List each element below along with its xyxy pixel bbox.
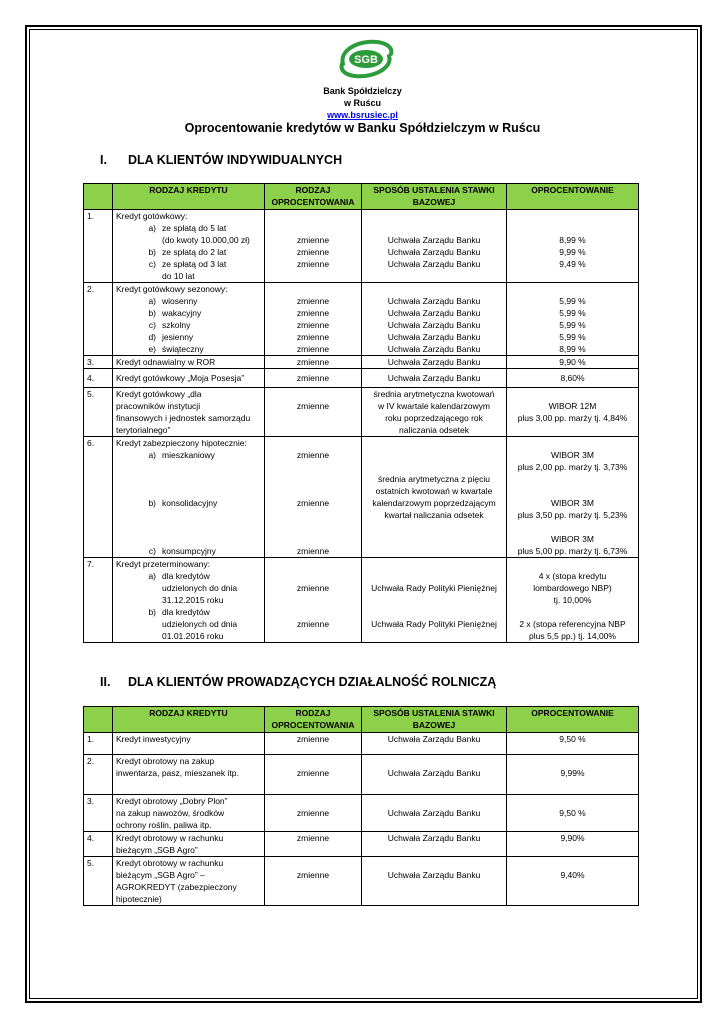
rate-type-cell: zmienne <box>265 356 362 369</box>
rate-type-cell: zmienne zmienne zmienne zmienne zmienne <box>265 283 362 356</box>
section2-title: DLA KLIENTÓW PROWADZĄCYCH DZIAŁALNOŚĆ ROLNICZĄ <box>128 675 497 689</box>
row-number: 2. <box>84 283 113 356</box>
svg-text:SGB: SGB <box>354 54 378 66</box>
bank-name-line2: w Ruścu <box>343 98 381 108</box>
section1-number: I. <box>100 153 107 167</box>
bank-name-line1: Bank Spółdzielczy <box>323 86 402 96</box>
rate-type-cell: zmienne <box>265 755 362 795</box>
section2-heading <box>100 675 496 689</box>
section1-heading <box>100 153 342 167</box>
row-number: 5. <box>84 388 113 437</box>
row-number: 2. <box>84 755 113 795</box>
col-header: OPROCENTOWANIE <box>507 184 639 210</box>
interest-cell: 9,50 % <box>507 795 639 832</box>
interest-cell: WIBOR 12M plus 3,00 pp. marży tj. 4,84% <box>507 388 639 437</box>
table-row <box>84 283 639 356</box>
table-row <box>84 755 639 795</box>
table-row <box>84 356 639 369</box>
website-link[interactable]: www.bsrusiec.pl <box>327 110 398 120</box>
interest-cell: 8,99 % 9,99 % 9,49 % <box>507 210 639 283</box>
col-header: SPOSÓB USTALENIA STAWKI BAZOWEJ <box>362 184 507 210</box>
credit-type-cell: Kredyt gotówkowy: a) ze spłatą do 5 lat (do kwoty 10.000,00 zł) b) ze spłatą do 2 lat c) ze spłatą od 3 lat do 10 lat <box>113 210 265 283</box>
table-row <box>84 558 639 643</box>
interest-cell: 4 x (stopa kredytu lombardowego NBP) tj. 10,00% 2 x (stopa referencyjna NBP plus 5,5 pp.) tj. 14,00% <box>507 558 639 643</box>
row-number: 3. <box>84 795 113 832</box>
table-row <box>84 832 639 857</box>
col-header: OPROCENTOWANIE <box>507 707 639 733</box>
rate-type-cell: zmienne <box>265 795 362 832</box>
interest-cell: 9,50 % <box>507 733 639 755</box>
table-row <box>84 795 639 832</box>
base-rate-cell: Uchwała Zarządu Banku <box>362 832 507 857</box>
section1-title: DLA KLIENTÓW INDYWIDUALNYCH <box>128 153 343 167</box>
table-row <box>84 210 639 283</box>
table-row <box>84 369 639 388</box>
credit-type-cell: Kredyt zabezpieczony hipotecznie: a) mieszkaniowy b) konsolidacyjny c) konsumpcyjny <box>113 437 265 558</box>
row-number: 4. <box>84 369 113 388</box>
row-number: 6. <box>84 437 113 558</box>
rate-type-cell: zmienne <box>265 733 362 755</box>
table-row <box>84 733 639 755</box>
interest-cell: 9,90% <box>507 832 639 857</box>
interest-cell: 9,99% <box>507 755 639 795</box>
base-rate-cell: Uchwała Zarządu Banku <box>362 733 507 755</box>
section2-table <box>83 706 639 906</box>
credit-type-cell: Kredyt inwestycyjny <box>113 733 265 755</box>
credit-type-cell: Kredyt gotówkowy „Moja Posesja” <box>113 369 265 388</box>
row-number: 3. <box>84 356 113 369</box>
credit-type-cell: Kredyt obrotowy w rachunku bieżącym „SGB Agro” – AGROKREDYT (zabezpieczony hipotecznie) <box>113 857 265 906</box>
sgb-logo <box>337 38 395 80</box>
rate-type-cell: zmienne zmienne zmienne <box>265 210 362 283</box>
interest-cell: 5,99 % 5,99 % 5,99 % 5,99 % 8,99 % <box>507 283 639 356</box>
rate-type-cell: zmienne <box>265 832 362 857</box>
interest-cell: 8,60% <box>507 369 639 388</box>
base-rate-cell: Uchwała Rady Polityki Pieniężnej Uchwała Rady Polityki Pieniężnej <box>362 558 507 643</box>
credit-type-cell: Kredyt obrotowy na zakup inwentarza, pasz, mieszanek itp. <box>113 755 265 795</box>
row-number: 4. <box>84 832 113 857</box>
rate-type-cell: zmienne <box>265 857 362 906</box>
base-rate-cell: Uchwała Zarządu Banku <box>362 369 507 388</box>
row-number: 7. <box>84 558 113 643</box>
base-rate-cell: Uchwała Zarządu Banku <box>362 857 507 906</box>
col-header: SPOSÓB USTALENIA STAWKI BAZOWEJ <box>362 707 507 733</box>
base-rate-cell: Uchwała Zarządu Banku Uchwała Zarządu Banku Uchwała Zarządu Banku Uchwała Zarządu Banku Uchwała Zarządu Banku <box>362 283 507 356</box>
rate-type-cell: zmienne zmienne zmienne <box>265 437 362 558</box>
row-number: 5. <box>84 857 113 906</box>
credit-type-cell: Kredyt obrotowy w rachunku bieżącym „SGB Agro” <box>113 832 265 857</box>
credit-type-cell: Kredyt odnawialny w ROR <box>113 356 265 369</box>
base-rate-cell: średnia arytmetyczna z pięciu ostatnich kwotowań w kwartale kalendarzowym poprzedzającym kwartał naliczania odsetek <box>362 437 507 558</box>
section1-table <box>83 183 639 643</box>
base-rate-cell: Uchwała Zarządu Banku Uchwała Zarządu Banku Uchwała Zarządu Banku <box>362 210 507 283</box>
document-title: Oprocentowanie kredytów w Banku Spółdzielczym w Ruścu <box>184 121 541 135</box>
credit-type-cell: Kredyt przeterminowany: a) dla kredytów udzielonych do dnia 31.12.2015 roku b) dla kredytów udzielonych od dnia 01.01.2016 roku <box>113 558 265 643</box>
table-row <box>84 857 639 906</box>
rate-type-cell: zmienne <box>265 369 362 388</box>
interest-cell: WIBOR 3M plus 2,00 pp. marży tj. 3,73% WIBOR 3M plus 3,50 pp. marży tj. 5,23% WIBOR 3M plus 5,00 pp. marży tj. 6,73% <box>507 437 639 558</box>
row-number: 1. <box>84 733 113 755</box>
table-header-row <box>84 184 639 210</box>
table-row <box>84 437 639 558</box>
credit-type-cell: Kredyt gotówkowy „dla pracowników instytucji finansowych i jednostek samorządu terytorialnego” <box>113 388 265 437</box>
base-rate-cell: Uchwała Zarządu Banku <box>362 795 507 832</box>
table-header-row <box>84 707 639 733</box>
rate-type-cell: zmienne <box>265 388 362 437</box>
interest-cell: 9,90 % <box>507 356 639 369</box>
credit-type-cell: Kredyt gotówkowy sezonowy: a) wiosenny b) wakacyjny c) szkolny d) jesienny e) świąteczny <box>113 283 265 356</box>
section2-number: II. <box>100 675 111 689</box>
rate-type-cell: zmienne zmienne <box>265 558 362 643</box>
col-header: RODZAJ OPROCENTOWANIA <box>265 707 362 733</box>
interest-cell: 9,40% <box>507 857 639 906</box>
base-rate-cell: Uchwała Zarządu Banku <box>362 356 507 369</box>
col-header: RODZAJ KREDYTU <box>113 707 265 733</box>
col-header: RODZAJ OPROCENTOWANIA <box>265 184 362 210</box>
credit-type-cell: Kredyt obrotowy „Dobry Plon” na zakup nawozów, środków ochrony roślin, paliwa itp. <box>113 795 265 832</box>
table-row <box>84 388 639 437</box>
row-number: 1. <box>84 210 113 283</box>
base-rate-cell: Uchwała Zarządu Banku <box>362 755 507 795</box>
base-rate-cell: średnia arytmetyczna kwotowań w IV kwartale kalendarzowym roku poprzedzającego rok naliczania odsetek <box>362 388 507 437</box>
col-header: RODZAJ KREDYTU <box>113 184 265 210</box>
